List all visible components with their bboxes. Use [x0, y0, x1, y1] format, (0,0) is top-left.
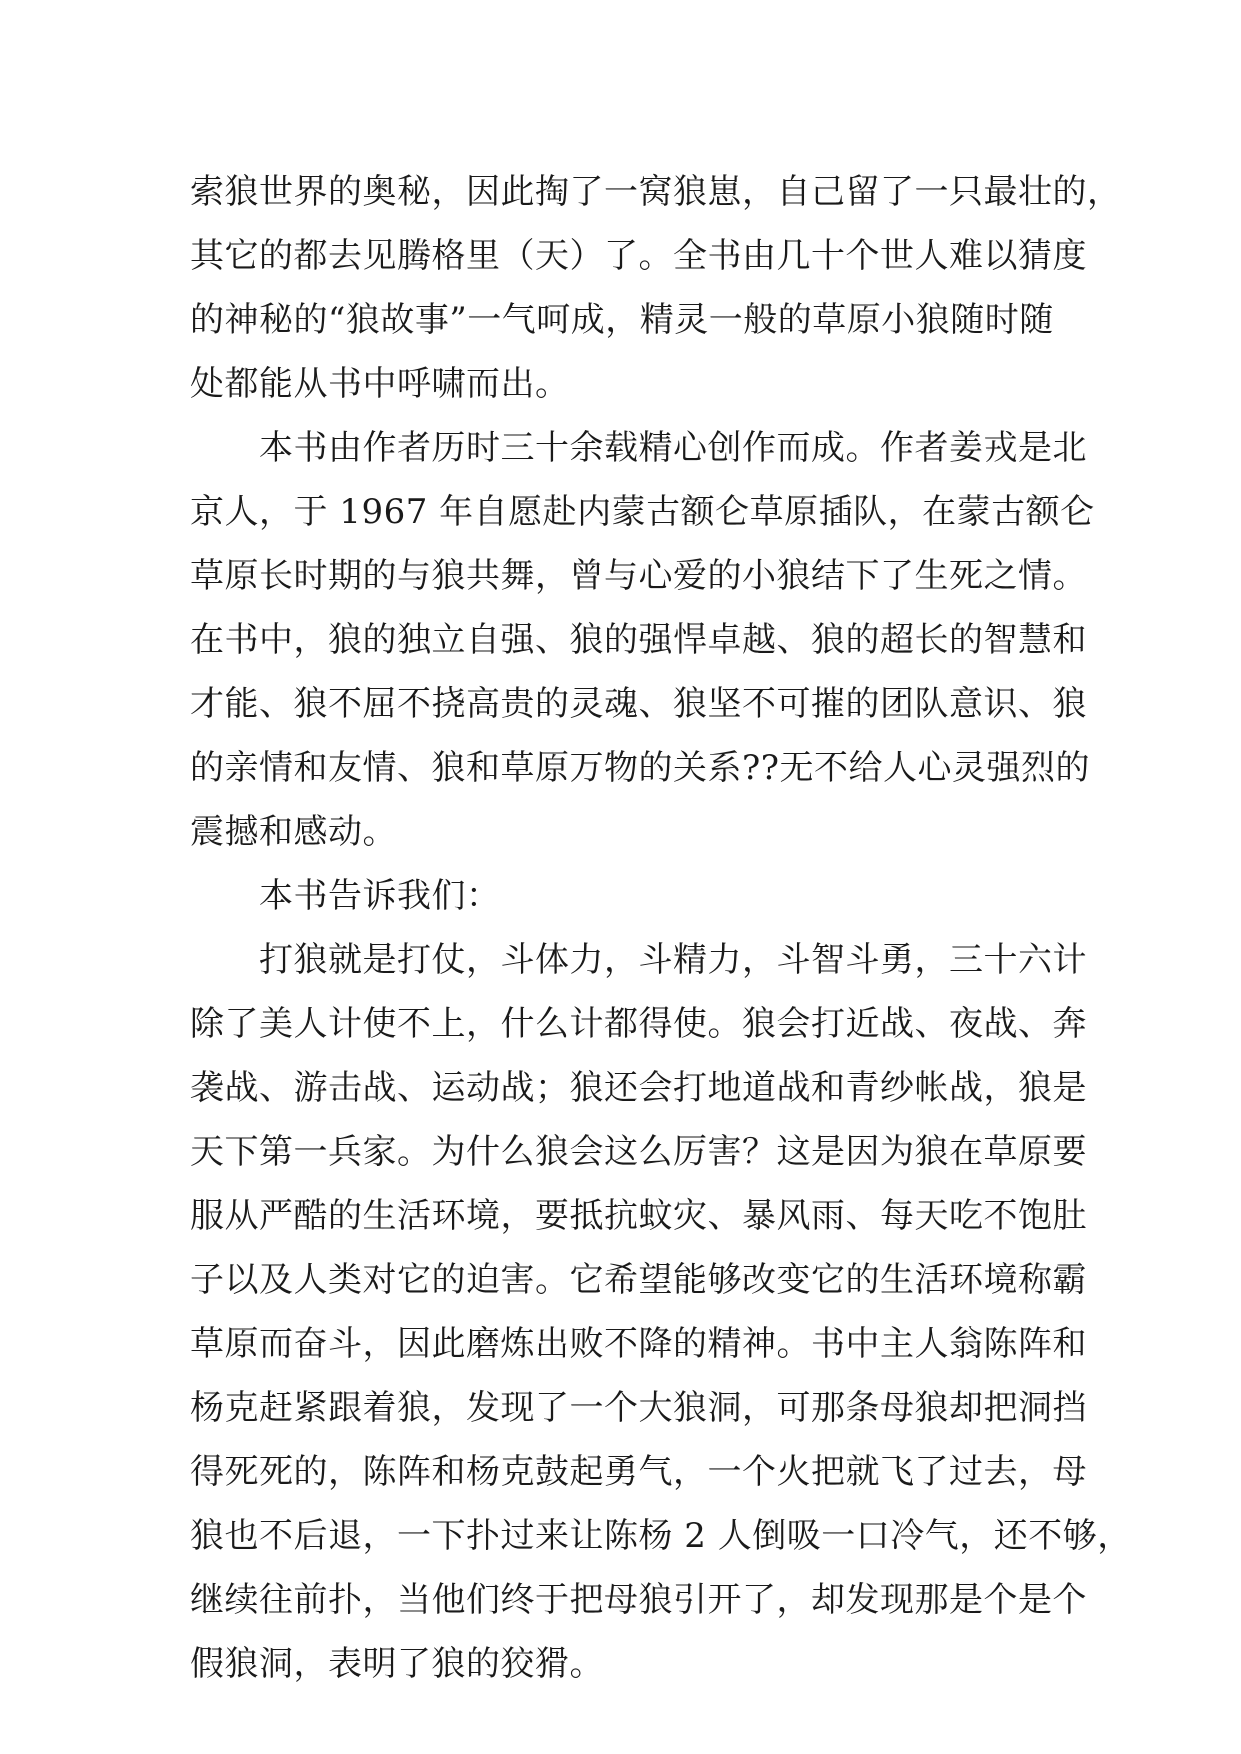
text-line: 的神秘的“狼故事”一气呵成，精灵一般的草原小狼随时随	[190, 300, 1054, 340]
text-line: 本书告诉我们：	[190, 876, 501, 916]
body-text	[190, 160, 1132, 1696]
text-line: 天下第一兵家。为什么狼会这么厉害？这是因为狼在草原要	[190, 1132, 1087, 1172]
text-line: 索狼世界的奥秘，因此掏了一窝狼崽，自己留了一只最壮的，	[190, 172, 1122, 212]
text-line: 子以及人类对它的迫害。它希望能够改变它的生活环境称霸	[190, 1260, 1087, 1300]
text-line: 狼也不后退，一下扑过来让陈杨 2 人倒吸一口冷气，还不够，	[190, 1516, 1132, 1556]
text-line: 才能、狼不屈不挠高贵的灵魂、狼坚不可摧的团队意识、狼	[190, 684, 1087, 724]
text-line: 继续往前扑，当他们终于把母狼引开了，却发现那是个是个	[190, 1580, 1087, 1620]
text-line: 杨克赶紧跟着狼，发现了一个大狼洞，可那条母狼却把洞挡	[190, 1388, 1087, 1428]
text-line: 得死死的，陈阵和杨克鼓起勇气，一个火把就飞了过去，母	[190, 1452, 1087, 1492]
text-line: 的亲情和友情、狼和草原万物的关系??无不给人心灵强烈的	[190, 748, 1090, 788]
text-line: 处都能从书中呼啸而出。	[190, 364, 570, 404]
text-line: 除了美人计使不上，什么计都得使。狼会打近战、夜战、奔	[190, 1004, 1087, 1044]
text-line: 其它的都去见腾格里（天）了。全书由几十个世人难以猜度	[190, 236, 1087, 276]
text-line: 打狼就是打仗，斗体力，斗精力，斗智斗勇，三十六计	[190, 940, 1087, 980]
text-line: 京人，于 1967 年自愿赴内蒙古额仑草原插队，在蒙古额仑	[190, 492, 1095, 532]
text-line: 本书由作者历时三十余载精心创作而成。作者姜戎是北	[190, 428, 1087, 468]
text-line: 假狼洞，表明了狼的狡猾。	[190, 1644, 604, 1684]
text-line: 袭战、游击战、运动战；狼还会打地道战和青纱帐战，狼是	[190, 1068, 1087, 1108]
text-line: 服从严酷的生活环境，要抵抗蚊灾、暴风雨、每天吃不饱肚	[190, 1196, 1087, 1236]
text-line: 草原长时期的与狼共舞，曾与心爱的小狼结下了生死之情。	[190, 556, 1087, 596]
text-line: 震撼和感动。	[190, 812, 397, 852]
text-line: 草原而奋斗，因此磨炼出败不降的精神。书中主人翁陈阵和	[190, 1324, 1087, 1364]
text-line: 在书中，狼的独立自强、狼的强悍卓越、狼的超长的智慧和	[190, 620, 1087, 660]
